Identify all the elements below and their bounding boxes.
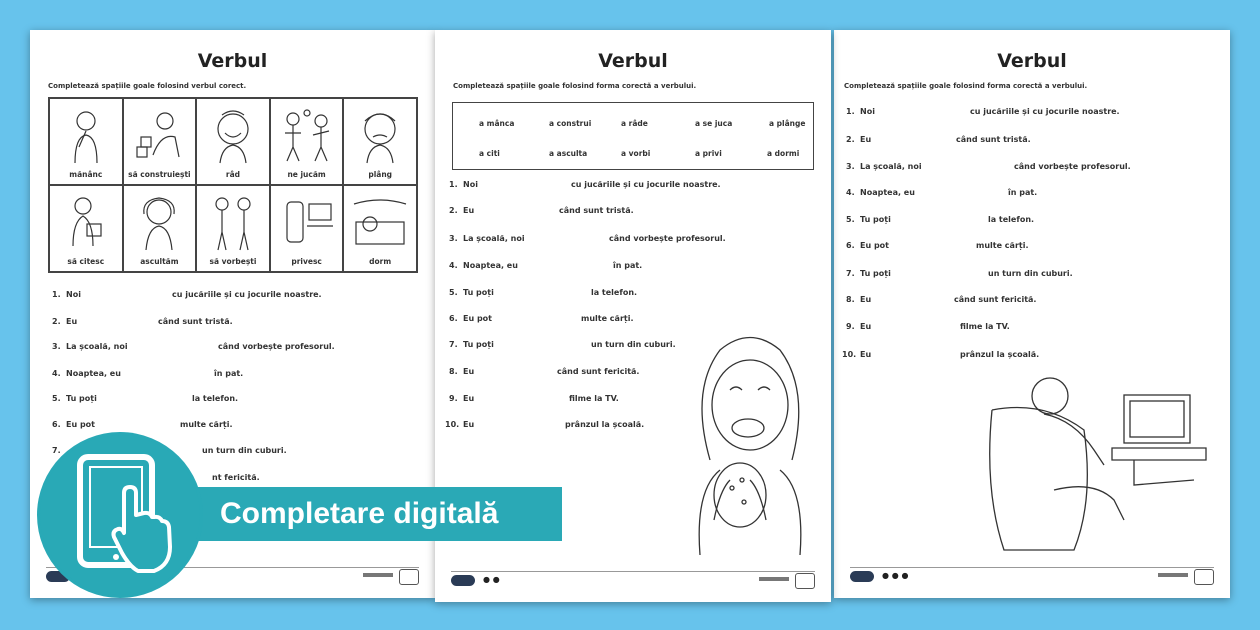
page-title: Verbul (997, 50, 1067, 72)
worksheet-page-3: Verbul Completează spațiile goale folosind forma corectă a verbului. 1. Noi cu jucăriile și cu jocurile noastre. 2. Eu când sunt tristă. 3. La școală, noi când vorbește profesorul. 4. Noaptea, eu în pat. 5. Tu poți la telefon. 6. Eu pot multe cărți. 7. Tu poți un turn din cuburi. 8. Eu când sunt fericită. 9. Eu filme la TV. 10. Eu prânzul la școală. ● ● ● (834, 30, 1230, 598)
children-playing-icon (277, 107, 337, 165)
girl-eating-cookie-illustration (680, 330, 820, 555)
worksheet-page-2: Verbul Completează spațiile goale folosind forma corectă a verbului. a mânca a construi a râde a se juca a plânge a citi a asculta a vorbi a privi a dormi 1. Noi cu jucăriile și cu jocurile noastre. 2. Eu când sunt tristă. 3. La școală, noi când vorbește profesorul. 4. Noaptea, eu în pat. 5. Tu poți la telefon. 6. Eu pot multe cărți. 7. Tu poți un turn din cuburi. 8. Eu când sunt fericită. 9. Eu filme la TV. 10. Eu prânzul la școală. ● ● (435, 30, 831, 602)
child-building-icon (131, 107, 187, 165)
word-bank-item: a dormi (767, 149, 800, 158)
picture-label: ascultăm (140, 257, 179, 266)
word-bank-item: a citi (479, 149, 500, 158)
brand-logo (451, 575, 475, 586)
child-listening-icon (134, 194, 184, 252)
page-footer (850, 567, 1214, 586)
word-bank-item: a construi (549, 119, 592, 128)
word-bank-item: a râde (621, 119, 648, 128)
picture-cell (343, 98, 417, 185)
word-bank-item: a mânca (479, 119, 515, 128)
page-number: ● ● (483, 575, 500, 584)
digital-completion-banner[interactable]: Completare digitală (190, 487, 562, 541)
picture-label: să citesc (67, 257, 105, 266)
picture-label: să vorbești (209, 257, 257, 266)
word-bank-item: a privi (695, 149, 722, 158)
picture-label: ne jucăm (287, 170, 326, 179)
picture-label: dorm (369, 257, 392, 266)
word-bank-item: a vorbi (621, 149, 651, 158)
picture-grid (48, 97, 418, 273)
digital-completion-badge[interactable] (40, 435, 200, 595)
picture-label: să construiești (128, 170, 191, 179)
instruction-text: Completează spațiile goale folosind verbul corect. (48, 82, 247, 90)
picture-cell (123, 185, 197, 272)
child-sleeping-icon (350, 194, 410, 252)
brand-logo (850, 571, 874, 582)
picture-cell (343, 185, 417, 272)
picture-cell (196, 98, 270, 185)
picture-cell (270, 98, 344, 185)
certification-mark-icon (1194, 569, 1214, 585)
tablet-tap-icon (40, 435, 200, 595)
picture-label: râd (225, 170, 241, 179)
page-number: ● ● ● (882, 571, 909, 580)
certification-mark-icon (399, 569, 419, 585)
picture-cell (49, 98, 123, 185)
word-bank-item: a se juca (695, 119, 733, 128)
worksheet-page-1: Verbul Completează spațiile goale folosind verbul corect. mănânc să construiești râd ne jucăm plâng să citesc ascultăm să vorbești privesc dorm 1. Noi cu jucăriile și cu jocurile noastre. 2. Eu când sunt tristă. 3. La școală, noi când vorbește profesorul. 4. Noaptea, eu în pat. 5. Tu poți la telefon. 6. Eu pot multe cărți. 7. un turn din cuburi. nt fericită. (30, 30, 435, 598)
picture-cell (49, 185, 123, 272)
child-eating-icon (61, 107, 111, 165)
picture-cell (123, 98, 197, 185)
picture-label: mănânc (69, 170, 103, 179)
page-title: Verbul (197, 50, 268, 72)
picture-label: plâng (368, 170, 393, 179)
instruction-text: Completează spațiile goale folosind forma corectă a verbului. (844, 82, 1088, 90)
child-computer-icon (279, 194, 335, 252)
word-bank-item: a plânge (769, 119, 806, 128)
child-crying-icon (355, 107, 405, 165)
child-watching-tv-illustration (984, 370, 1214, 555)
picture-cell (196, 185, 270, 272)
child-laughing-icon (210, 107, 256, 165)
instruction-text: Completează spațiile goale folosind forma corectă a verbului. (453, 82, 697, 90)
certification-mark-icon (795, 573, 815, 589)
word-bank-item: a asculta (549, 149, 588, 158)
page-footer (451, 571, 815, 590)
picture-cell (270, 185, 344, 272)
picture-label: privesc (291, 257, 322, 266)
page-title: Verbul (598, 50, 668, 72)
child-reading-icon (61, 194, 111, 252)
children-talking-icon (208, 194, 258, 252)
word-bank (452, 102, 814, 170)
